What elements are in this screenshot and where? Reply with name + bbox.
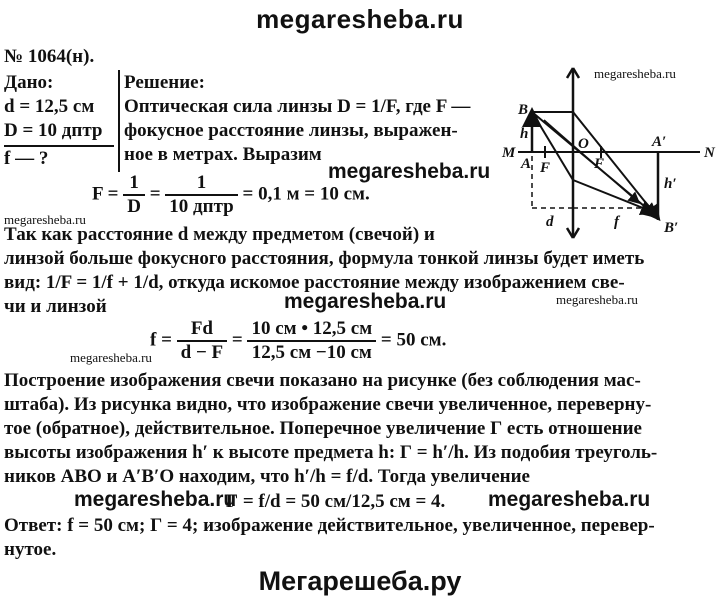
problem-number: № 1064(н).	[4, 46, 95, 67]
paragraph-2-line-1: Построение изображения свечи показано на рисунке (без соблюдения мас-	[4, 370, 641, 391]
label-A: A	[521, 156, 532, 172]
watermark-small: megaresheba.ru	[556, 292, 638, 307]
watermark-bottom: Мегарешеба.ру	[258, 566, 462, 596]
given-D: D = 10 дптр	[4, 120, 103, 141]
equation-image-distance-rhs: = 50 см.	[380, 329, 447, 351]
paragraph-1-line-3: вид: 1/F = 1/f + 1/d, откуда искомое расстояние между изображением све-	[4, 272, 625, 293]
label-d: d	[546, 214, 554, 230]
paragraph-2-line-3: тое (обратное), действительное. Поперечное увеличение Г есть отношение	[4, 418, 642, 439]
label-F-left: F	[540, 160, 551, 176]
paragraph-1-line-1: Так как расстояние d между предметом (свечой) и	[4, 224, 435, 245]
lens-ray-diagram	[488, 60, 718, 260]
ray-refracted	[573, 112, 658, 218]
watermark-big: megaresheba.ru	[328, 160, 491, 183]
label-O: O	[578, 136, 589, 152]
fraction-den: 10 дптр	[169, 196, 234, 217]
equation-focal: F = $\frac{1}{D}$ = $\frac{1}{\text{10 дптр}}$ = 0,1 м = 10 см.	[92, 172, 370, 217]
label-N: N	[704, 145, 715, 161]
given-divider	[118, 70, 120, 172]
ray-through-focus	[532, 112, 573, 180]
ray-extra	[544, 120, 638, 202]
given-d: d = 12,5 см	[4, 96, 95, 117]
paragraph-2-line-4: высоты изображения h′ к высоте предмета h: Г = h′/h. Из подобия треуголь-	[4, 442, 658, 463]
solution-line-3: ное в метрах. Выразим	[124, 144, 322, 165]
label-F-right: F	[594, 156, 605, 172]
label-h-prime: h′	[664, 176, 677, 192]
answer-line-2: нутое.	[4, 539, 57, 560]
equation-image-distance-lhs: f =	[150, 329, 172, 351]
fraction-num: 10 см • 12,5 см	[247, 318, 376, 342]
watermark-big: megaresheba.ru	[74, 488, 237, 511]
label-h: h	[520, 126, 529, 142]
fraction-num: 1	[123, 172, 145, 196]
find-value: f — ?	[4, 148, 49, 169]
given-label: Дано:	[4, 72, 54, 93]
equation-focal-rhs: = 0,1 м = 10 см.	[242, 183, 370, 205]
watermark-small: megaresheba.ru	[70, 350, 152, 365]
label-B-prime: B′	[664, 220, 679, 236]
paragraph-2-line-5: ников ABO и A′B′O находим, что h′/h = f/d. Тогда увеличение	[4, 466, 530, 487]
watermark-small: megaresheba.ru	[594, 66, 676, 81]
watermark-small: megaresheba.ru	[4, 212, 86, 227]
watermark-top: megaresheba.ru	[256, 4, 464, 34]
fraction-values	[247, 318, 376, 364]
label-B: B	[518, 102, 529, 118]
solution-label: Решение:	[124, 72, 205, 93]
fraction-den: d − F	[180, 342, 224, 363]
fraction-1-over-10	[165, 172, 237, 218]
label-M: M	[502, 145, 516, 161]
paragraph-1-line-2: линзой больше фокусного расстояния, формула тонкой линзы будет иметь	[4, 248, 645, 269]
equation-focal-lhs: F =	[92, 183, 119, 205]
paragraph-1-line-4: чи и линзой	[4, 296, 107, 317]
solution-line-1: Оптическая сила линзы D = 1/F, где F —	[124, 96, 471, 117]
watermark-big: megaresheba.ru	[488, 488, 651, 511]
fraction-1-over-D	[123, 172, 145, 218]
fraction-Fd	[177, 318, 228, 364]
fraction-den: D	[127, 196, 141, 217]
answer-line-1: Ответ: f = 50 см; Г = 4; изображение действительное, увеличенное, перевер-	[4, 515, 655, 536]
given-underline	[4, 145, 114, 147]
label-f: f	[614, 214, 619, 230]
solution-line-2: фокусное расстояние линзы, выражен-	[124, 120, 458, 141]
gamma-equation: Г = f/d = 50 см/12,5 см = 4.	[226, 491, 446, 512]
fraction-num: Fd	[177, 318, 228, 342]
label-A-prime: A′	[652, 134, 667, 150]
fraction-num: 1	[165, 172, 237, 196]
paragraph-2-line-2: штаба). Из рисунка видно, что изображение свечи увеличенное, переверну-	[4, 394, 652, 415]
equation-image-distance: f = $\frac{Fd}{d - F}$ = $\frac{10 см • 12,5 см}{12,5 см -10 см}$ = 50 см.	[150, 318, 447, 363]
watermark-big: megaresheba.ru	[284, 290, 447, 313]
fraction-den: 12,5 см −10 см	[251, 342, 372, 363]
